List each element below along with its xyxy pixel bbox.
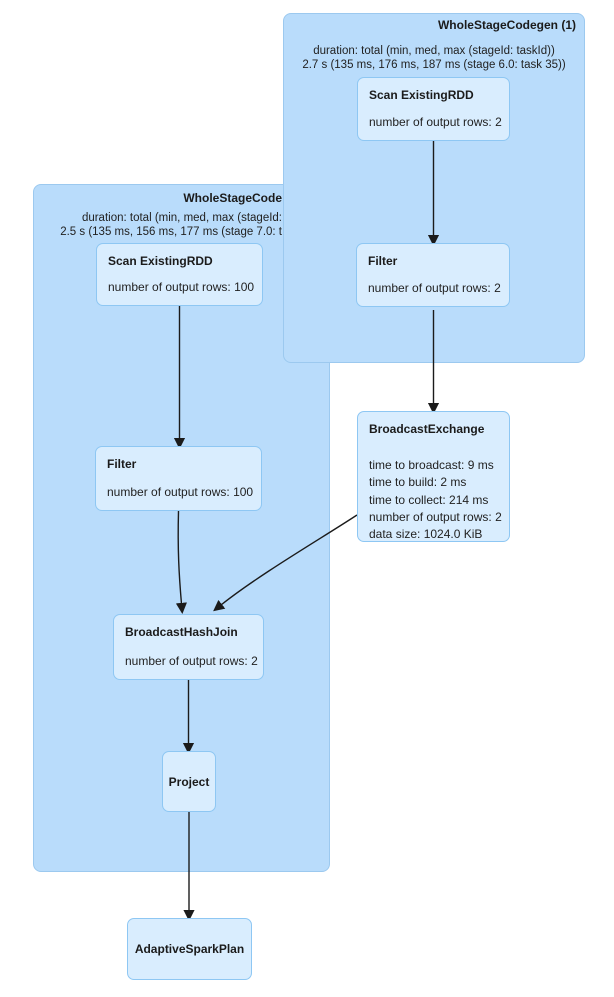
node-filter-2[interactable] xyxy=(95,446,262,511)
node-title: Project xyxy=(168,774,210,789)
node-broadcast-exchange[interactable] xyxy=(357,411,510,542)
edge-broadcastexchange-to-broadcasthashjoin xyxy=(221,515,357,605)
node-metric: number of output rows: 2 xyxy=(369,115,502,129)
node-title: Scan ExistingRDD xyxy=(108,254,213,268)
node-title: BroadcastHashJoin xyxy=(125,625,238,639)
node-metric: data size: 1024.0 KiB xyxy=(369,527,483,542)
duration-line-1: duration: total (min, med, max (stageId: xyxy=(81,212,282,224)
node-title: BroadcastExchange xyxy=(369,422,485,436)
cluster-title: WholeStageCodegen (1) xyxy=(437,18,576,32)
node-broadcast-hash-join[interactable] xyxy=(113,614,264,680)
node-title: Scan ExistingRDD xyxy=(369,88,474,102)
node-metric: time to broadcast: 9 ms xyxy=(369,458,494,472)
duration-line-2: 2.5 s (135 ms, 156 ms, 177 ms (stage 7.0: t xyxy=(60,225,282,238)
node-title: Filter xyxy=(107,457,137,471)
edge-filter2-to-broadcasthashjoin xyxy=(178,511,181,604)
node-scan-existing-rdd-1[interactable] xyxy=(357,77,510,141)
node-metric: time to build: 2 ms xyxy=(369,475,467,490)
node-title: Filter xyxy=(368,254,398,268)
node-title: AdaptiveSparkPlan xyxy=(134,942,245,956)
node-metric: number of output rows: 2 xyxy=(368,281,501,295)
duration-line-1: duration: total (min, med, max (stageId: taskId)) xyxy=(313,45,555,57)
node-project[interactable] xyxy=(162,751,216,812)
duration-line-2: 2.7 s (135 ms, 176 ms, 187 ms (stage 6.0: task 35)) xyxy=(302,58,566,71)
node-metric: number of output rows: 2 xyxy=(125,654,258,668)
node-filter-1[interactable] xyxy=(356,243,510,307)
node-metric: number of output rows: 100 xyxy=(108,280,255,294)
node-scan-existing-rdd-2[interactable] xyxy=(96,243,263,306)
node-adaptive-spark-plan[interactable] xyxy=(127,918,252,980)
cluster-title: WholeStageCode xyxy=(183,191,282,205)
node-metric-list xyxy=(369,457,505,543)
node-metric: time to collect: 214 ms xyxy=(369,492,489,507)
node-metric: number of output rows: 2 xyxy=(369,509,502,524)
node-metric: number of output rows: 100 xyxy=(107,485,254,499)
